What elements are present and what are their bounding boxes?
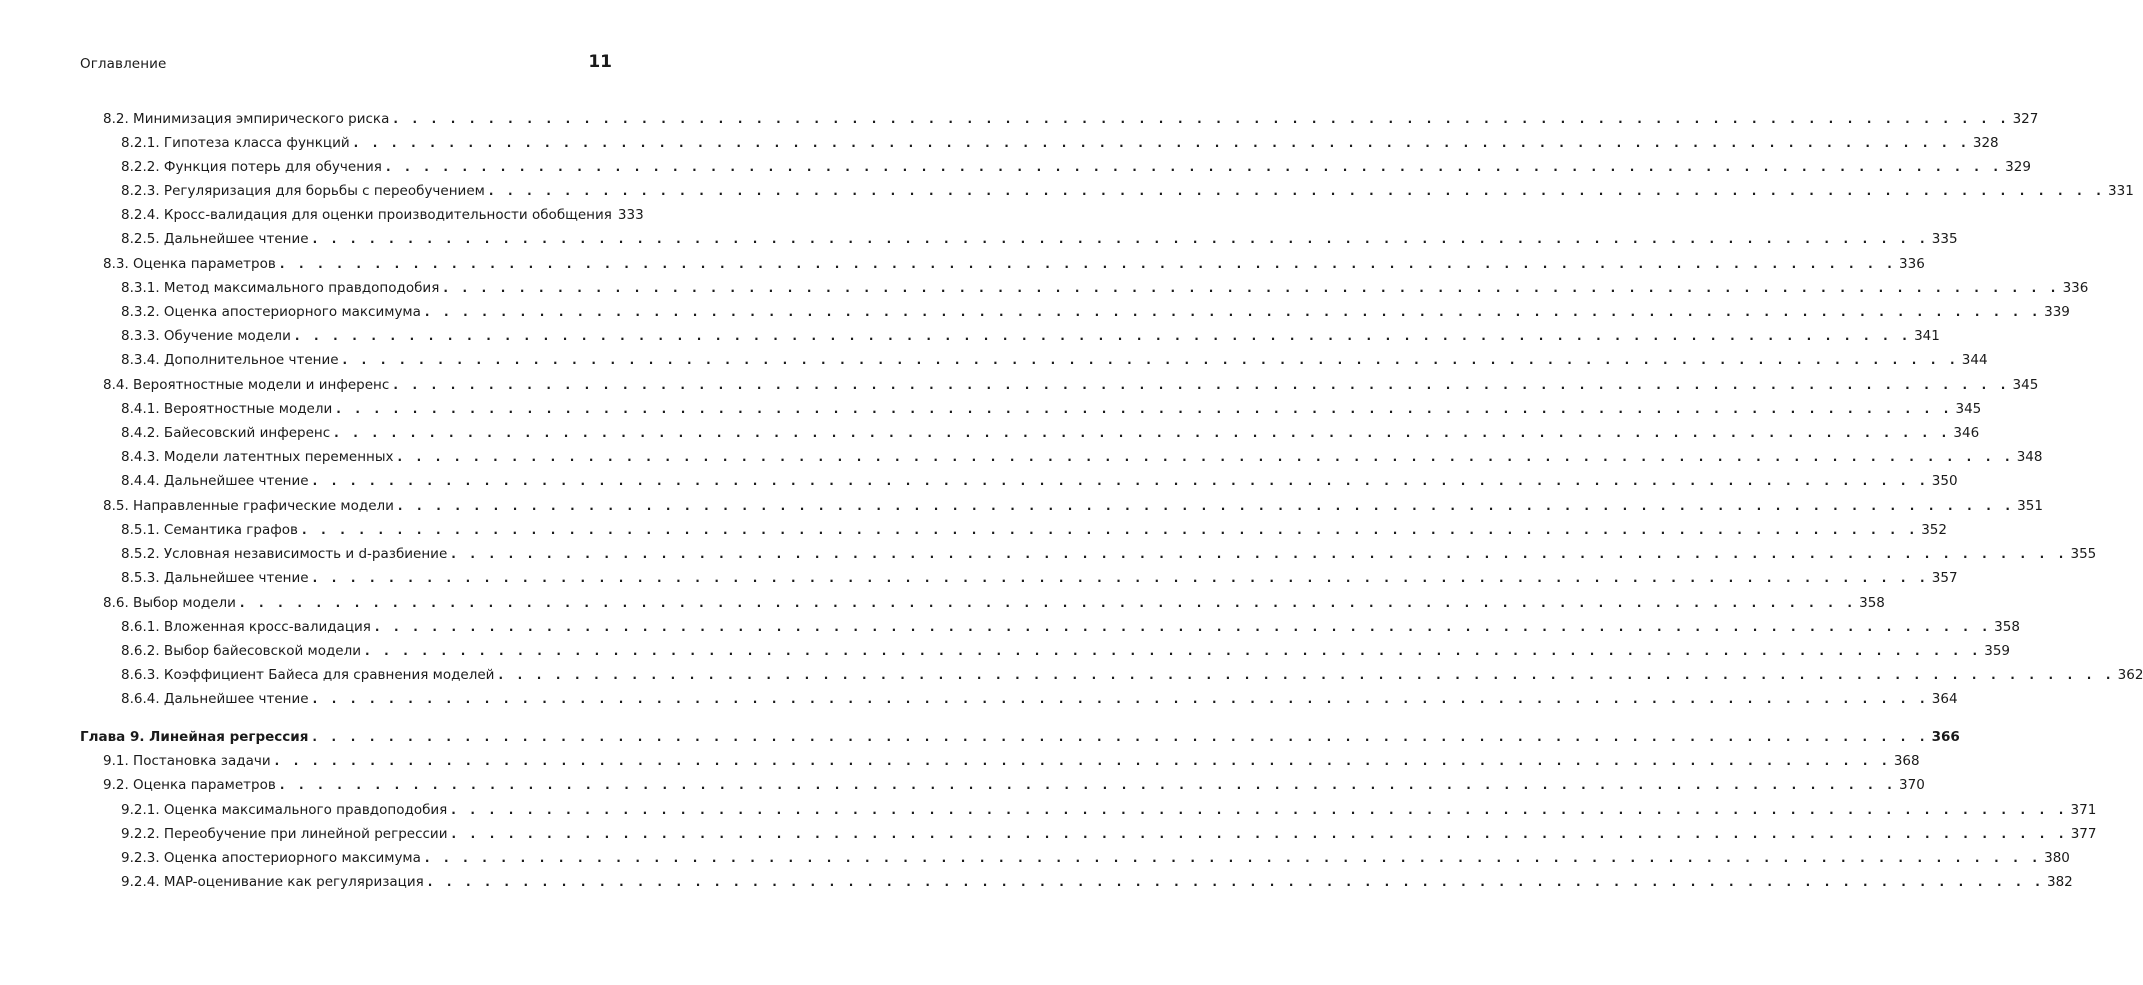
dot-leader: . . . . . . . . . . . . . . . . . . . . . . . . . . . . . . . . . . . . . . . . . . . . . . . . . . . . . . . . . . . . . . . . . . . . . . . . . . . . . . . . . . . . . [336, 402, 1954, 416]
toc-entry-label: 8.2.1. Гипотеза класса функций [121, 135, 350, 151]
toc-entry-page: 341 [1914, 328, 1940, 344]
dot-leader: . . . . . . . . . . . . . . . . . . . . . . . . . . . . . . . . . . . . . . . . . . . . . . . . . . . . . . . . . . . . . . . . . . . . . . . . . . . . . . . . . . . . . [424, 851, 2043, 865]
dot-leader: . . . . . . . . . . . . . . . . . . . . . . . . . . . . . . . . . . . . . . . . . . . . . . . . . . . . . . . . . . . . . . . . . . . . . . . . . . . . . . . . . . . . . [334, 426, 1952, 440]
toc-entry-chapter-9 [80, 727, 1960, 747]
toc-entry-page: 358 [1994, 619, 2020, 635]
toc-entry-page: 333 [617, 207, 644, 223]
toc-entry-label: 8.2.2. Функция потерь для обучения [121, 159, 382, 175]
toc-entry-label: 9.1. Постановка задачи [103, 753, 271, 769]
toc-entry-label: 8.2.3. Регуляризация для борьбы с переобучением [121, 183, 485, 199]
dot-leader: . . . . . . . . . . . . . . . . . . . . . . . . . . . . . . . . . . . . . . . . . . . . . . . . . . . . . . . . . . . . . . . . . . . . . . . . . . . . . . . . . . . . . [312, 730, 1930, 744]
dot-leader: . . . . . . . . . . . . . . . . . . . . . . . . . . . . . . . . . . . . . . . . . . . . . . . . . . . . . . . . . . . . . . . . . . . . . . . . . . . . . . . . . . . . . [397, 450, 2015, 464]
dot-leader: . . . . . . . . . . . . . . . . . . . . . . . . . . . . . . . . . . . . . . . . . . . . . . . . . . . . . . . . . . . . . . . . . . . . . . . . . . . . . . . . . . . . . [488, 184, 2107, 198]
dot-leader: . . . . . . . . . . . . . . . . . . . . . . . . . . . . . . . . . . . . . . . . . . . . . . . . . . . . . . . . . . . . . . . . . . . . . . . . . . . . . . . . . . . . . [342, 353, 1960, 367]
dot-leader: . . . . . . . . . . . . . . . . . . . . . . . . . . . . . . . . . . . . . . . . . . . . . . . . . . . . . . . . . . . . . . . . . . . . . . . . . . . . . . . . . . . . . [365, 644, 1983, 658]
toc-entry-page: 355 [2070, 546, 2097, 562]
toc-entry-8-6-1 [121, 617, 2020, 637]
toc-entry-label: 8.6.2. Выбор байесовской модели [121, 643, 362, 659]
toc-entry-page: 380 [2044, 850, 2070, 866]
toc-entry-page: 370 [1899, 777, 1925, 793]
toc-entry-page: 352 [1921, 522, 1947, 538]
toc-entry-page: 328 [1972, 135, 1999, 151]
toc-entry-8-6-3 [121, 665, 2143, 685]
dot-leader: . . . . . . . . . . . . . . . . . . . . . . . . . . . . . . . . . . . . . . . . . . . . . . . . . . . . . . . . . . . . . . . . . . . . . . . . . . . . . . . . . . . . . [353, 136, 1971, 150]
toc-entry-label: 8.5.1. Семантика графов [121, 522, 298, 538]
toc-entry-label: 9.2.2. Переобучение при линейной регрессии [121, 826, 448, 842]
toc-entry-label: 8.5. Направленные графические модели [103, 498, 394, 514]
dot-leader: . . . . . . . . . . . . . . . . . . . . . . . . . . . . . . . . . . . . . . . . . . . . . . . . . . . . . . . . . . . . . . . . . . . . . . . . . . . . . . . . . . . . . [498, 668, 2116, 682]
toc-entry-label: 8.5.2. Условная независимость и d-разбиение [121, 546, 448, 562]
toc-entry-page: 336 [1899, 256, 1925, 272]
toc-entry-page: 359 [1984, 643, 2011, 659]
toc-entry-8-2-3 [121, 181, 2134, 201]
toc-entry-page: 344 [1961, 352, 1988, 368]
toc-entry-page: 345 [1955, 401, 1982, 417]
running-title: Оглавление [80, 56, 167, 72]
toc-entry-page: 351 [2017, 498, 2043, 514]
toc-entry-label: 8.2. Минимизация эмпирического риска [103, 111, 390, 127]
toc-entry-8-3-1 [121, 278, 2089, 298]
toc-entry-8-2-4 [121, 205, 644, 225]
toc-entry-label: 8.4.3. Модели латентных переменных [121, 449, 394, 465]
dot-leader: . . . . . . . . . . . . . . . . . . . . . . . . . . . . . . . . . . . . . . . . . . . . . . . . . . . . . . . . . . . . . . . . . . . . . . . . . . . . . . . . . . . . . [443, 281, 2061, 295]
toc-entry-page: 350 [1931, 473, 1958, 489]
toc-entry-8-2-5 [121, 229, 1958, 249]
page-number: 11 [588, 52, 612, 72]
dot-leader: . . . . . . . . . . . . . . . . . . . . . . . . . . . . . . . . . . . . . . . . . . . . . . . . . . . . . . . . . . . . . . . . . . . . . . . . . . . . . . . . . . . . . [312, 571, 1930, 585]
toc-entry-page: 329 [2005, 159, 2031, 175]
toc-entry-page: 362 [2117, 667, 2143, 683]
toc-entry-8-6-2 [121, 641, 2011, 661]
dot-leader: . . . . . . . . . . . . . . . . . . . . . . . . . . . . . . . . . . . . . . . . . . . . . . . . . . . . . . . . . . . . . . . . . . . . . . . . . . . . . . . . . . . . . [274, 754, 1892, 768]
toc-entry-9-2-1 [121, 800, 2097, 820]
toc-entry-label: 8.6.3. Коэффициент Байеса для сравнения моделей [121, 667, 495, 683]
dot-leader: . . . . . . . . . . . . . . . . . . . . . . . . . . . . . . . . . . . . . . . . . . . . . . . . . . . . . . . . . . . . . . . . . . . . . . . . . . . . . . . . . . . . . [312, 474, 1930, 488]
toc-entry-page: 382 [2047, 874, 2073, 890]
dot-leader: . . . . . . . . . . . . . . . . . . . . . . . . . . . . . . . . . . . . . . . . . . . . . . . . . . . . . . . . . . . . . . . . . . . . . . . . . . . . . . . . . . . . . [374, 620, 1993, 634]
toc-entry-page: 336 [2062, 280, 2089, 296]
toc-entry-page: 371 [2070, 802, 2097, 818]
dot-leader: . . . . . . . . . . . . . . . . . . . . . . . . . . . . . . . . . . . . . . . . . . . . . . . . . . . . . . . . . . . . . . . . . . . . . . . . . . . . . . . . . . . . . [393, 378, 2011, 392]
dot-leader: . . . . . . . . . . . . . . . . . . . . . . . . . . . . . . . . . . . . . . . . . . . . . . . . . . . . . . . . . . . . . . . . . . . . . . . . . . . . . . . . . . . . . [451, 827, 2069, 841]
toc-entry-8-3-2 [121, 302, 2070, 322]
toc-entry-8-5 [103, 496, 2043, 516]
toc-entry-page: 345 [2012, 377, 2039, 393]
toc-entry-label: 8.5.3. Дальнейшее чтение [121, 570, 309, 586]
toc-entry-8-4-4 [121, 471, 1958, 491]
dot-leader: . . . . . . . . . . . . . . . . . . . . . . . . . . . . . . . . . . . . . . . . . . . . . . . . . . . . . . . . . . . . . . . . . . . . . . . . . . . . . . . . . . . . . [279, 257, 1898, 271]
dot-leader: . . . . . . . . . . . . . . . . . . . . . . . . . . . . . . . . . . . . . . . . . . . . . . . . . . . . . . . . . . . . . . . . . . . . . . . . . . . . . . . . . . . . . [294, 329, 1913, 343]
toc-entry-9-2 [103, 775, 1925, 795]
toc-entry-label: 9.2.1. Оценка максимального правдоподобия [121, 802, 448, 818]
dot-leader: . . . . . . . . . . . . . . . . . . . . . . . . . . . . . . . . . . . . . . . . . . . . . . . . . . . . . . . . . . . . . . . . . . . . . . . . . . . . . . . . . . . . . [312, 692, 1930, 706]
toc-entry-page: 364 [1931, 691, 1958, 707]
dot-leader: . . . . . . . . . . . . . . . . . . . . . . . . . . . . . . . . . . . . . . . . . . . . . . . . . . . . . . . . . . . . . . . . . . . . . . . . . . . . . . . . . . . . . [312, 232, 1930, 246]
toc-entry-page: 368 [1893, 753, 1920, 769]
toc-entry-page: 357 [1931, 570, 1958, 586]
toc-entry-label: 8.4.4. Дальнейшее чтение [121, 473, 309, 489]
dot-leader: . . . . . . . . . . . . . . . . . . . . . . . . . . . . . . . . . . . . . . . . . . . . . . . . . . . . . . . . . . . . . . . . . . . . . . . . . . . . . . . . . . . . . [302, 523, 1920, 537]
toc-entry-label: 8.4.2. Байесовский инференс [121, 425, 331, 441]
dot-leader: . . . . . . . . . . . . . . . . . . . . . . . . . . . . . . . . . . . . . . . . . . . . . . . . . . . . . . . . . . . . . . . . . . . . . . . . . . . . . . . . . . . . . [451, 547, 2069, 561]
toc-entry-label: 8.6. Выбор модели [103, 595, 236, 611]
toc-entry-page: 377 [2070, 826, 2097, 842]
toc-entry-9-1 [103, 751, 1920, 771]
toc-entry-label: 9.2.4. MAP-оценивание как регуляризация [121, 874, 424, 890]
dot-leader: . . . . . . . . . . . . . . . . . . . . . . . . . . . . . . . . . . . . . . . . . . . . . . . . . . . . . . . . . . . . . . . . . . . . . . . . . . . . . . . . . . . . . [279, 778, 1898, 792]
toc-entry-label: 8.2.5. Дальнейшее чтение [121, 231, 309, 247]
dot-leader: . . . . . . . . . . . . . . . . . . . . . . . . . . . . . . . . . . . . . . . . . . . . . . . . . . . . . . . . . . . . . . . . . . . . . . . . . . . . . . . . . . . . . [451, 803, 2069, 817]
toc-entry-8-2 [103, 109, 2039, 129]
toc-entry-8-6 [103, 593, 1885, 613]
toc-entry-8-5-1 [121, 520, 1947, 540]
toc-entry-8-3 [103, 254, 1925, 274]
toc-entry-label: 8.6.4. Дальнейшее чтение [121, 691, 309, 707]
toc-entry-label: 8.4.1. Вероятностные модели [121, 401, 333, 417]
dot-leader: . . . . . . . . . . . . . . . . . . . . . . . . . . . . . . . . . . . . . . . . . . . . . . . . . . . . . . . . . . . . . . . . . . . . . . . . . . . . . . . . . . . . . [427, 875, 2045, 889]
toc-entry-page: 366 [1931, 729, 1960, 745]
toc-entry-label: 8.4. Вероятностные модели и инференс [103, 377, 390, 393]
toc-entry-8-3-3 [121, 326, 1940, 346]
toc-entry-label: 8.3. Оценка параметров [103, 256, 276, 272]
toc-entry-label: 8.3.1. Метод максимального правдоподобия [121, 280, 440, 296]
toc-entry-page: 335 [1931, 231, 1958, 247]
toc-entry-8-5-3 [121, 568, 1958, 588]
toc-entry-page: 348 [2016, 449, 2043, 465]
dot-leader: . . . . . . . . . . . . . . . . . . . . . . . . . . . . . . . . . . . . . . . . . . . . . . . . . . . . . . . . . . . . . . . . . . . . . . . . . . . . . . . . . . . . . [239, 596, 1858, 610]
toc-entry-page: 358 [1859, 595, 1885, 611]
toc-entry-9-2-2 [121, 824, 2097, 844]
dot-leader: . . . . . . . . . . . . . . . . . . . . . . . . . . . . . . . . . . . . . . . . . . . . . . . . . . . . . . . . . . . . . . . . . . . . . . . . . . . . . . . . . . . . . [397, 499, 2016, 513]
dot-leader: . . . . . . . . . . . . . . . . . . . . . . . . . . . . . . . . . . . . . . . . . . . . . . . . . . . . . . . . . . . . . . . . . . . . . . . . . . . . . . . . . . . . . [393, 112, 2011, 126]
toc-entry-label: 9.2. Оценка параметров [103, 777, 276, 793]
toc-entry-page: 346 [1953, 425, 1980, 441]
toc-entry-8-3-4 [121, 350, 1988, 370]
toc-entry-8-6-4 [121, 689, 1958, 709]
toc-entry-8-4-2 [121, 423, 1980, 443]
toc-entry-page: 339 [2044, 304, 2070, 320]
toc-entry-8-2-2 [121, 157, 2031, 177]
toc-entry-9-2-3 [121, 848, 2070, 868]
toc-entry-8-4-1 [121, 399, 1982, 419]
toc-entry-8-4-3 [121, 447, 2043, 467]
toc-entry-8-2-1 [121, 133, 1999, 153]
toc-entry-label: 9.2.3. Оценка апостериорного максимума [121, 850, 421, 866]
toc-entry-label: Глава 9. Линейная регрессия [80, 729, 309, 745]
toc-entry-label: 8.6.1. Вложенная кросс-валидация [121, 619, 371, 635]
toc-entry-label: 8.3.2. Оценка апостериорного максимума [121, 304, 421, 320]
toc-entry-label: 8.2.4. Кросс-валидация для оценки производительности обобщения [121, 207, 612, 223]
dot-leader: . . . . . . . . . . . . . . . . . . . . . . . . . . . . . . . . . . . . . . . . . . . . . . . . . . . . . . . . . . . . . . . . . . . . . . . . . . . . . . . . . . . . . [424, 305, 2043, 319]
toc-entry-9-2-4 [121, 872, 2073, 892]
toc-entry-page: 327 [2012, 111, 2039, 127]
dot-leader: . . . . . . . . . . . . . . . . . . . . . . . . . . . . . . . . . . . . . . . . . . . . . . . . . . . . . . . . . . . . . . . . . . . . . . . . . . . . . . . . . . . . . [385, 160, 2004, 174]
toc-entry-label: 8.3.3. Обучение модели [121, 328, 291, 344]
toc-entry-label: 8.3.4. Дополнительное чтение [121, 352, 339, 368]
toc-entry-8-4 [103, 375, 2039, 395]
toc-entry-page: 331 [2108, 183, 2134, 199]
toc-entry-8-5-2 [121, 544, 2097, 564]
